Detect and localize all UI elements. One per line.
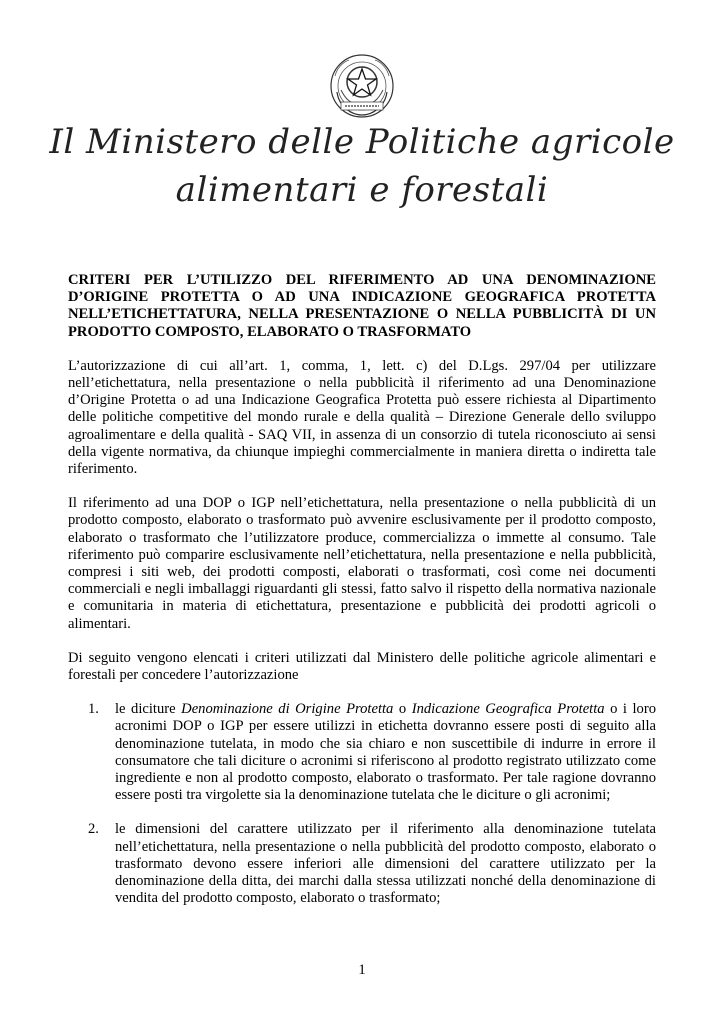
italic-term: Denominazione di Origine Protetta [181,701,394,718]
list-item: 2. le dimensioni del carattere utilizzato per il riferimento alla denominazione tutelata nell’etichettatura, nella presentazione o nella pubblicità del prodotto composto, elaborato o trasformato devono essere inferiori alle dimensioni del carattere utilizzato per la denominazione della ditta, dei marchi dalla stessa utilizzati nonché della denominazione di vendita del prodotto composto, elaborato o trasformato; [88,821,656,907]
criteria-list [68,701,656,907]
document-body [68,272,656,925]
document-title: CRITERI PER L’UTILIZZO DEL RIFERIMENTO AD UNA DENOMINAZIONE D’ORIGINE PROTETTA O AD UNA INDICAZIONE GEOGRAFICA PROTETTA NELL’ETICHETTATURA, NELLA PRESENTAZIONE O NELLA PUBBLICITÀ DI UN PRODOTTO COMPOSTO, ELABORATO O TRASFORMATO [68,272,656,340]
list-item-number: 1. [88,701,99,718]
ministry-name-line1: Il Ministero delle Politiche agricole [49,122,675,162]
page-number: 1 [358,962,366,978]
paragraph-reference-usage: Il riferimento ad una DOP o IGP nell’etichettatura, nella presentazione o nella pubblicità di un prodotto composto, elaborato o trasformato può avvenire esclusivamente per il prodotto composto, elaborato o trasformato che l’utilizzatore produce, commercializza o immette al consumo. Tale riferimento può comparire esclusivamente nell’etichettatura, nella presentazione e nella pubblicità, compresi i siti web, dei prodotti composti, elaborati o trasformati, così come nei documenti commerciali e negli imballaggi riguardanti gli stessi, fatto salvo il rispetto della normativa nazionale e comunitaria in materia di etichettatura, presentazione e pubblicità dei prodotti agricoli o alimentari. [68,495,656,632]
repubblica-italiana-emblem-icon [327,52,397,122]
italic-term: Indicazione Geografica Protetta [411,701,605,718]
paragraph-criteria-intro: Di seguito vengono elencati i criteri utilizzati dal Ministero delle politiche agricole alimentari e forestali per concedere l’autorizzazione [68,649,656,684]
paragraph-authorization: L’autorizzazione di cui all’art. 1, comma, 1, lett. c) del D.Lgs. 297/04 per utilizzare nell’etichettatura, nella presentazione o nella pubblicità il riferimento ad una Denominazione d’Origine Protetta o ad una Indicazione Geografica Protetta può essere richiesta al Dipartimento delle politiche competitive del mondo rurale e della qualità – Direzione Generale dello sviluppo agroalimentare e della qualità - SAQ VII, in assenza di un consorzio di tutela riconosciuto ai sensi della vigente normativa, da chiunque impieghi commercialmente in maniera diretta o indiretta tale riferimento. [68,357,656,478]
list-item-number: 2. [88,821,99,838]
list-item: 1. le diciture Denominazione di Origine Protetta o Indicazione Geografica Protetta o i loro acronimi DOP o IGP per essere utilizzi in etichetta dovranno essere posti di seguito alla denominazione tutelata, in modo che sia chiaro e non suscettibile di indurre in errore il consumatore che tali diciture o acronimi si riferiscono al prodotto registrato utilizzato come ingrediente e non al prodotto composto, elaborato o trasformato. Per tale ragione dovranno essere posti tra virgolette sia la denominazione tutelata che le diciture o gli acronimi; [88,701,657,804]
ministry-name-line2: alimentari e forestali [175,170,549,210]
